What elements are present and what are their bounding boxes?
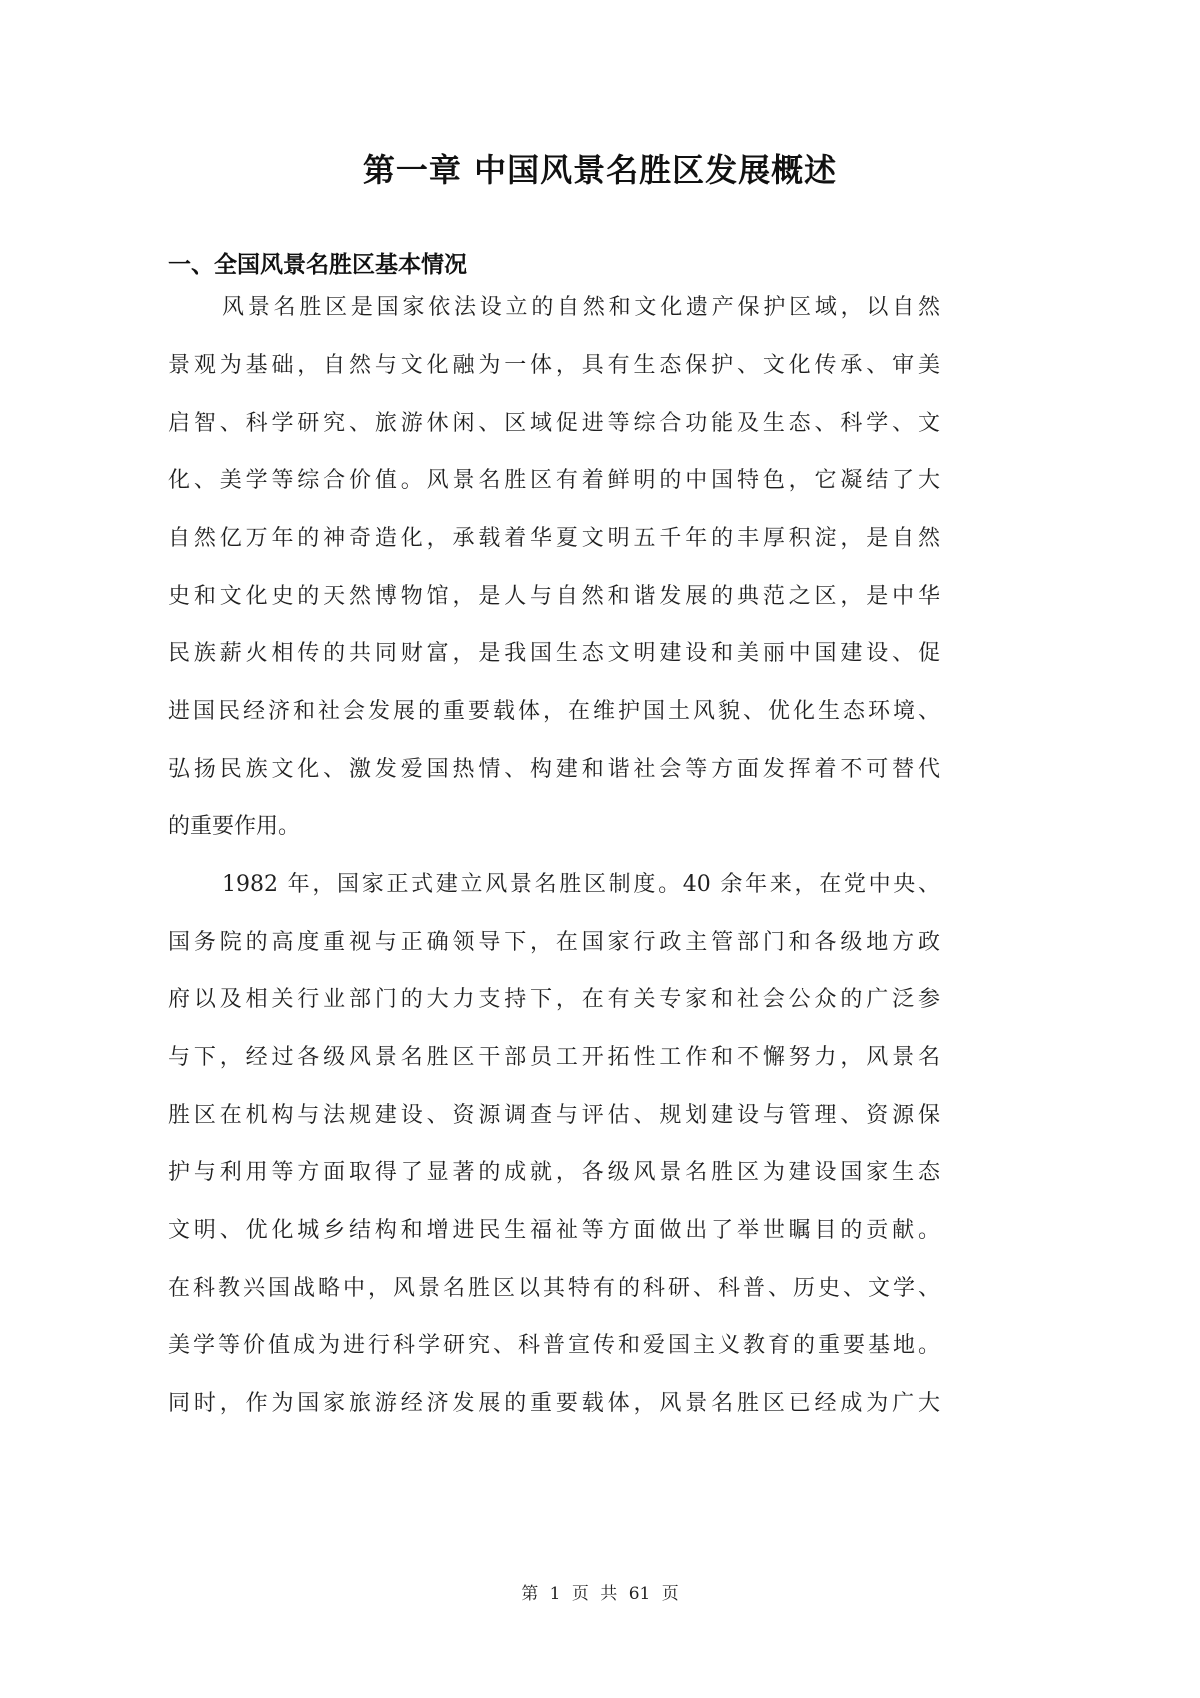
paragraph-line: 史和文化史的天然博物馆，是人与自然和谐发展的典范之区，是中华 [168, 584, 940, 609]
paragraph-line: 胜区在机构与法规建设、资源调查与评估、规划建设与管理、资源保 [168, 1103, 940, 1128]
paragraph-line: 国务院的高度重视与正确领导下，在国家行政主管部门和各级地方政 [168, 930, 940, 955]
page-number-label: 第 1 页 共 61 页 [521, 1584, 679, 1604]
paragraph-line: 民族薪火相传的共同财富，是我国生态文明建设和美丽中国建设、促 [168, 641, 940, 666]
page-footer [0, 1583, 1200, 1605]
paragraph-line: 风景名胜区是国家依法设立的自然和文化遗产保护区域，以自然 [222, 295, 940, 320]
paragraph-line: 文明、优化城乡结构和增进民生福祉等方面做出了举世瞩目的贡献。 [168, 1218, 940, 1243]
paragraph-line: 与下，经过各级风景名胜区干部员工开拓性工作和不懈努力，风景名 [168, 1045, 940, 1070]
paragraph-line: 同时，作为国家旅游经济发展的重要载体，风景名胜区已经成为广大 [168, 1391, 940, 1416]
paragraph-line: 护与利用等方面取得了显著的成就，各级风景名胜区为建设国家生态 [168, 1160, 940, 1185]
chapter-title: 第一章 中国风景名胜区发展概述 [362, 151, 838, 189]
paragraph-line: 启智、科学研究、旅游休闲、区域促进等综合功能及生态、科学、文 [168, 411, 940, 436]
paragraph-line: 自然亿万年的神奇造化，承载着华夏文明五千年的丰厚积淀，是自然 [168, 526, 940, 551]
paragraph-line: 弘扬民族文化、激发爱国热情、构建和谐社会等方面发挥着不可替代 [168, 757, 940, 782]
paragraph-line: 化、美学等综合价值。风景名胜区有着鲜明的中国特色，它凝结了大 [168, 468, 940, 493]
paragraph-line: 府以及相关行业部门的大力支持下，在有关专家和社会公众的广泛参 [168, 987, 940, 1012]
paragraph-line: 景观为基础，自然与文化融为一体，具有生态保护、文化传承、审美 [168, 353, 940, 378]
paragraph-line: 在科教兴国战略中，风景名胜区以其特有的科研、科普、历史、文学、 [168, 1276, 940, 1301]
paragraph-line: 1982 年，国家正式建立风景名胜区制度。40 余年来，在党中央、 [222, 872, 940, 897]
paragraph-line: 进国民经济和社会发展的重要载体，在维护国土风貌、优化生态环境、 [168, 699, 940, 724]
paragraph-line: 的重要作用。 [168, 814, 301, 839]
paragraph-line: 美学等价值成为进行科学研究、科普宣传和爱国主义教育的重要基地。 [168, 1333, 940, 1358]
section-heading: 一、全国风景名胜区基本情况 [168, 252, 467, 278]
